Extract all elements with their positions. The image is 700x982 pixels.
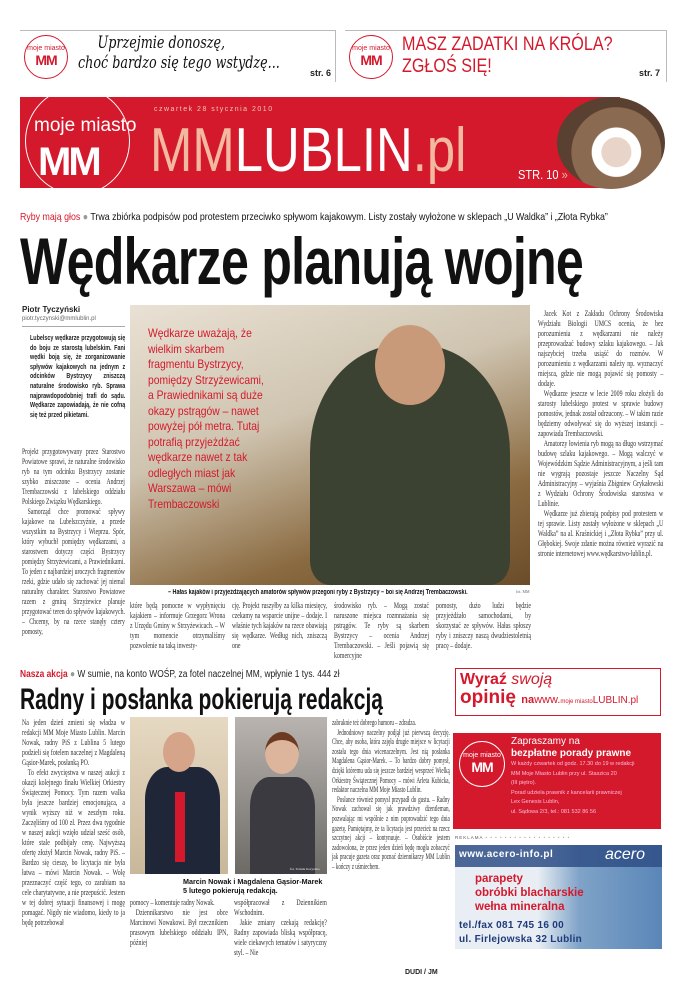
teaser-line-1: Uprzejmie donoszę, <box>97 33 226 53</box>
acero-url[interactable]: www.acero-info.pl <box>459 849 554 860</box>
teaser-right[interactable] <box>345 30 667 82</box>
main-headline: Wędkarze planują wojnę <box>20 224 584 298</box>
second-col-4: zabraknie też dobrego humoru – zdradza. Jednodniowy naczelny podjął już pierwszą decyzję. Chce, aby osoba, która zajęła drugie miejsce w licytacji została tego dnia wicenaczelnym. Jest nią posłanka Magdalena Gąsior-Marek. – To bardzo dobry pomysł, dzięki któremu uda się jeszcze bardziej wesprzeć Wielką Orkiestrę Świątecznej Pomocy – mówi Arleta Kubicka, redaktor naczelna MM Moje Miasto Lublin. Posłance również pomysł przypadł do gustu. – Radny Nowak zachował się jak prawdziwy dżentleman, pozwalając mi wspólnie z nim poprowadzić tego dnia gazetę. Pamiętajmy, że ta licytacja jest przecież na rzecz szczytnej akcji – kontynuuje. – Osobiście jestem zadowolona, że przez jeden dzień będę mogła zobaczyć jak pracuje gazeta oraz poznać dziennikarzy MM Lublin – kończy z uśmiechem. <box>332 718 450 871</box>
photo-credit: fot. MM <box>516 589 530 594</box>
photo-gasior-marek <box>235 717 327 874</box>
photo-nowak <box>130 717 228 874</box>
bullet-icon: ● <box>82 211 89 223</box>
main-photo-caption: – Hałas kajaków i przyjeżdżających amatorów spływów przegoni ryby z Bystrzycy – boi się Andrzej Trembaczowski. <box>168 589 468 596</box>
author-name: Piotr Tyczyński <box>22 305 81 314</box>
chevron-right-icon: » <box>561 167 568 182</box>
main-col-6: Jacek Kot z Zakładu Ochrony Środowiska Wydziału Biologii UMCS ocenia, że bez porozumienia z wędkarzami nie należy przeprowadzać budowy szlaku kajakowego. – Jak najszybciej trzeba usiąść do rozmów. W porozumieniu z wędkarzami należy np. wyznaczyć miejsca, gdzie nie mogą pojawić się pomosty – dodaje. Wędkarze jeszcze w lecie 2009 roku złożyli do starosty lubelskiego protest w sprawie budowy pomostów, jednak został odrzucony. – W takim razie będziemy odwoływać się do wyższej instancji – zapowiada Trembaczowski. Amatorzy łowienia ryb mogą na długo wstrzymać budowę szlaku kajakowego. – Mogą walczyć w Wojewódzkim Sądzie Administracyjnym, a jeśli tam nie wygrają pozostaje jeszcze Naczelny Sąd Administracyjny – wyjaśnia Zbigniew Grykałowski z Wydziału Ochrony Środowiska starostwa w Lublinie. Wędkarze już zbierają podpisy pod protestem w tej sprawie. Listy zostały wyłożone w sklepach „U Waldka” na al. Kraśnickiej i „Złota Rybka” przy ul. Głębokiej. Swoje zdanie można również wyrazić na stronie internetowej www.wędkarstwo-lublin.pl. <box>538 309 664 558</box>
ad-opinion[interactable]: Wyraź swoją opinię nawww.moje miastoLUBLIN.pl <box>455 668 661 716</box>
second-col-3: współpracował z Dziennikiem Wschodnim. Jakie zmiany czekają redakcję? Radny zapowiada bliską współpracę, wiele ciekawych tematów i satyryczny styl. – Nie <box>234 898 327 957</box>
second-kicker: Nasza akcja ● W sumie, na konto WOŚP, za fotel naczelnej MM, wpłynie 1 tys. 444 zł <box>20 669 340 680</box>
main-col-4: środowisko ryb. – Mogą zostać naruszone miejsca rozmnażania się pstrągów. Te ryby są skarbem Bystrzycy – ocenia Andrzej Trembaczowski. – Jeśli pojawią się komercyjne <box>334 601 430 660</box>
main-kicker: Ryby mają głos ● Trwa zbiórka podpisów pod protestem przeciwko spływom kajakowym. Listy zostały wyłożone w sklepach „U Waldka” i „Złota Rybka” <box>20 211 608 223</box>
teaser-line-1: MASZ ZADATKI NA KRÓLA? <box>402 34 613 55</box>
masthead-logo-mm: MM <box>38 140 99 184</box>
ad-legal-advice[interactable]: moje miasto MM Zapraszamy na bezpłatne porady prawne W każdy czwartek od godz. 17.30 do 19 w redakcji MM Moje Miasto Lublin przy ul. Staszica 20 (III piętro). Porad udziela prawnik z kancelarii prawniczej Lex Genesis Lublin, ul. Sądowa 2/3, tel.: 081 532 86 56 <box>453 733 661 829</box>
moje-miasto-logo: moje miasto MM <box>24 35 68 79</box>
teaser-line-2: ZGŁOŚ SIĘ! <box>402 56 492 77</box>
moje-miasto-logo: moje miasto MM <box>349 35 393 79</box>
masthead-photo <box>557 97 665 189</box>
page-ref: str. 6 <box>309 68 331 78</box>
masthead-title: MMLUBLIN.pl <box>150 116 467 185</box>
issue-date: czwartek 28 stycznia 2010 <box>154 106 274 113</box>
teaser-line-2: choć bardzo się tego wstydzę... <box>78 53 280 73</box>
bullet-icon: ● <box>69 669 76 680</box>
photo-credit: fot. Tomek Koryszko <box>290 867 320 871</box>
second-col-2: pomocy – komentuje radny Nowak. Dziennikarstwo nie jest obce Marcinowi Nowakowi. Był rzecznikiem prasowym lubelskiego oddziału IPN, później <box>130 898 228 947</box>
second-headline: Radny i posłanka pokierują redakcją <box>20 683 383 716</box>
masthead-logo-text: moje miasto <box>34 115 137 136</box>
ad-acero[interactable]: www.acero-info.pl acero parapety obróbki blacharskie wełna mineralna tel./fax 081 745 16 00 ul. Firlejowska 32 Lublin <box>455 845 662 949</box>
moje-miasto-logo: moje miasto MM <box>459 741 505 787</box>
reklama-label: REKLAMA • • • • • • • • • • • • • • • • • • <box>455 835 571 840</box>
page-ref: str. 7 <box>638 68 660 78</box>
teaser-left[interactable] <box>20 30 336 82</box>
main-col-2: które będą pomocne w wypłynięciu kajakiem – informuje Grzegorz Wrona z Urzędu Gminy w Strzyżewicach. – W tym momencie otrzymaliśmy pozwolenie na taką inwesty- <box>130 601 226 650</box>
main-col-5: pomosty, dużo ludzi będzie przyjeżdżało samochodami, by skorzystać ze spływów. Hałas spłoszy ryby i zniszczy naszą dwudziestoletnią pracę – dodaje. <box>436 601 532 650</box>
acero-brand: acero <box>605 846 646 863</box>
second-col-1: Na jeden dzień zmieni się władza w redakcji MM Moje Miasto Lublin. Marcin Nowak, radny PiS z Lublina 5 lutego podzieli się fotelem naczelnej z Magdaleną Gąsior-Marek, posłanką PO. To efekt zwycięstwa w naszej aukcji z okazji kolejnego finału Wielkiej Orkiestry Świątecznej Pomocy. Tym razem walka była jeszcze bardziej emocjonująca, a wynik wyższy niż w zeszłym roku. Zaczęliśmy od 100 zł. Przez dwa tygodnie w naszej aukcji wzięło udział sześć osób, które stale podbijały cenę. Najwyższą ofertę złożył Marcin Nowak, radny PiS. – Bardzo się cieszę, bo licytacja nie była łatwa – mówi Marcin Nowak. – Wolę przeznaczyć część tego, co zarabiam na cele charytatywne, a nie przepuścić. Jestem w tej dobrej sytuacji finansowej i mogę pomagać. Nigdy nie wiadomo, kiedy to ja będę potrzebował <box>22 718 125 927</box>
signature: DUDI / JM <box>405 969 438 976</box>
pull-quote: Wędkarze uważają, że wielkim skarbem fragmentu Bystrzycy, pomiędzy Strzyżewicami, a Prawiednikami są duże okazy pstrągów – nawet powyżej pół metra. Tutaj potrafią przyjeżdżać wędkarze nawet z tak odległych miast jak Warszawa – mówi Trembaczowski <box>148 326 264 511</box>
page-ref-link[interactable]: STR. 10 » <box>518 167 568 182</box>
second-photo-caption: Marcin Nowak i Magdalena Gąsior-Marek 5 lutego pokierują redakcją. <box>183 877 323 895</box>
author-email[interactable]: piotr.tyczynski@mmlublin.pl <box>22 316 96 322</box>
main-col-1: Projekt przygotowywany przez Starostwo Powiatowe sprawi, że naturalne środowisko ryb na tym odcinku Bystrzycy zostanie szybko zniszczone – ocenia Andrzej Trembaczowski z lubelskiego oddziału Polskiego Związku Wędkarskiego. Samorząd chce promować spływy kajakowe na Lubelszczyźnie, a przede wszystkim na Bystrzycy i Wieprzu. Spór, który wybuchł pomiędzy wędkarzami, a starostwem dotyczy części Bystrzycy pomiędzy Strzyżewicami, a Prawiednikami. To jeden z najbardziej uroczych fragmentów rzeki, gdzie udało się zachować jej niemal naturalny charakter. Starostwo Powiatowe razem z gminą Strzyżewice planuje przygotować teren do spływów kajakowych. – Chcemy, by na rzece stanęły cztery pomosty, <box>22 447 125 636</box>
masthead-banner <box>20 97 620 188</box>
main-col-3: cję. Projekt ruszyłby za kilka miesięcy, czekamy na wsparcie unijne – dodaje. I właśnie tych kajaków na rzece obawiają się wędkarze. Według nich, zniszczą one <box>232 601 328 650</box>
lead-paragraph: Lubelscy wędkarze przygotowują się do boju ze starostą lubelskim. Fani wędki boją się, że zorganizowanie spływów kajakowych na jednym z odcinków Bystrzycy zniszczą naturalne środowisko ryb. Sprawa najprawdopodobniej trafi do sądu. Wędkarze zapowiadają, że nie cofną się też przed pikietami. <box>30 333 126 419</box>
